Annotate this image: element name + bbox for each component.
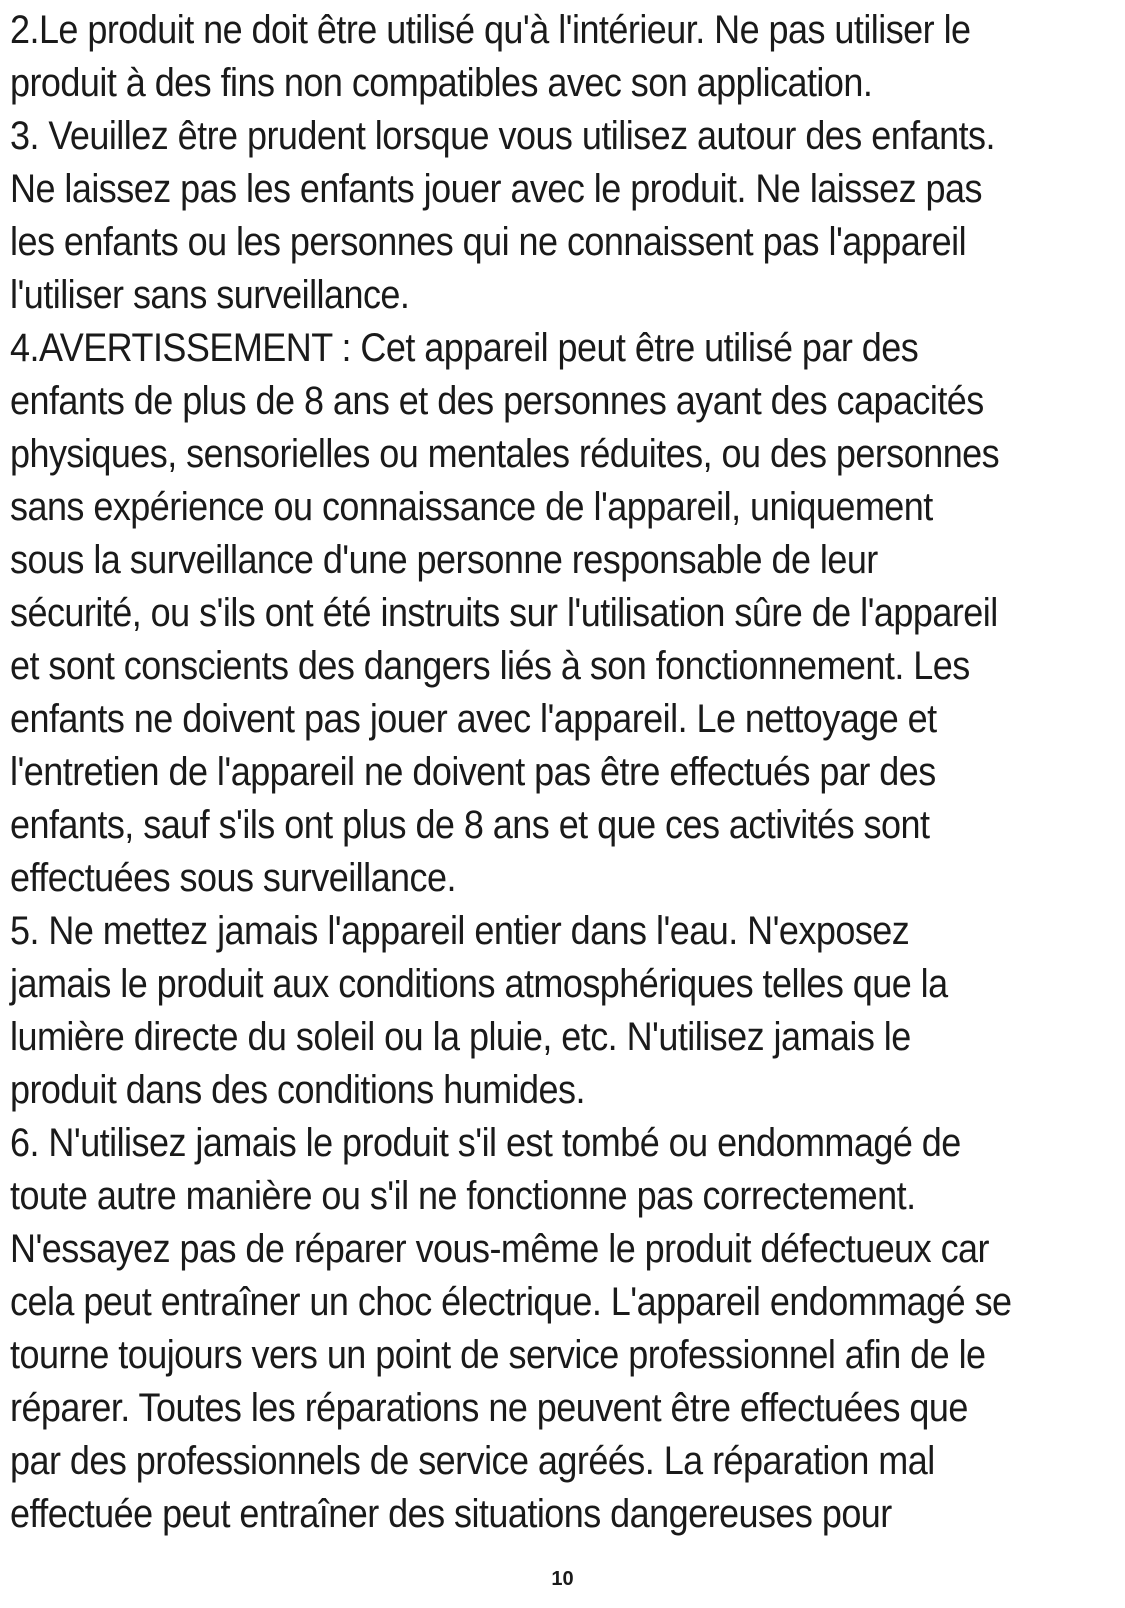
text-line: sous la surveillance d'une personne responsable de leur — [10, 538, 878, 582]
text-line: produit à des fins non compatibles avec son application. — [10, 61, 873, 105]
text-line: tourne toujours vers un point de service professionnel afin de le — [10, 1333, 986, 1377]
text-line: produit dans des conditions humides. — [10, 1068, 585, 1112]
text-line: 6. N'utilisez jamais le produit s'il est tombé ou endommagé de — [10, 1121, 961, 1165]
text-line: par des professionnels de service agréés. La réparation mal — [10, 1439, 935, 1483]
text-line: les enfants ou les personnes qui ne connaissent pas l'appareil — [10, 220, 967, 264]
text-line: Ne laissez pas les enfants jouer avec le produit. Ne laissez pas — [10, 167, 982, 211]
text-line: enfants de plus de 8 ans et des personnes ayant des capacités — [10, 379, 984, 423]
text-line: sans expérience ou connaissance de l'appareil, uniquement — [10, 485, 933, 529]
text-line: l'entretien de l'appareil ne doivent pas être effectués par des — [10, 750, 936, 794]
text-line: N'essayez pas de réparer vous-même le produit défectueux car — [10, 1227, 989, 1271]
text-line: cela peut entraîner un choc électrique. L'appareil endommagé se — [10, 1280, 1012, 1324]
text-line: effectuée peut entraîner des situations dangereuses pour — [10, 1492, 892, 1536]
text-line: 4.AVERTISSEMENT : Cet appareil peut être utilisé par des — [10, 326, 919, 370]
text-line: l'utiliser sans surveillance. — [10, 273, 410, 317]
text-line: 3. Veuillez être prudent lorsque vous utilisez autour des enfants. — [10, 114, 995, 158]
text-line: réparer. Toutes les réparations ne peuvent être effectuées que — [10, 1386, 968, 1430]
text-line: enfants, sauf s'ils ont plus de 8 ans et que ces activités sont — [10, 803, 930, 847]
text-line: et sont conscients des dangers liés à son fonctionnement. Les — [10, 644, 970, 688]
text-line: lumière directe du soleil ou la pluie, etc. N'utilisez jamais le — [10, 1015, 911, 1059]
text-line: jamais le produit aux conditions atmosphériques telles que la — [10, 962, 948, 1006]
text-line: enfants ne doivent pas jouer avec l'appareil. Le nettoyage et — [10, 697, 937, 741]
text-line: sécurité, ou s'ils ont été instruits sur l'utilisation sûre de l'appareil — [10, 591, 998, 635]
text-line: 5. Ne mettez jamais l'appareil entier dans l'eau. N'exposez — [10, 909, 910, 953]
body-text — [10, 4, 1012, 1541]
text-line: toute autre manière ou s'il ne fonctionne pas correctement. — [10, 1174, 916, 1218]
text-line: physiques, sensorielles ou mentales réduites, ou des personnes — [10, 432, 1000, 476]
text-line: 2.Le produit ne doit être utilisé qu'à l'intérieur. Ne pas utiliser le — [10, 8, 971, 52]
page-number: 10 — [551, 1568, 574, 1590]
text-line: effectuées sous surveillance. — [10, 856, 456, 900]
